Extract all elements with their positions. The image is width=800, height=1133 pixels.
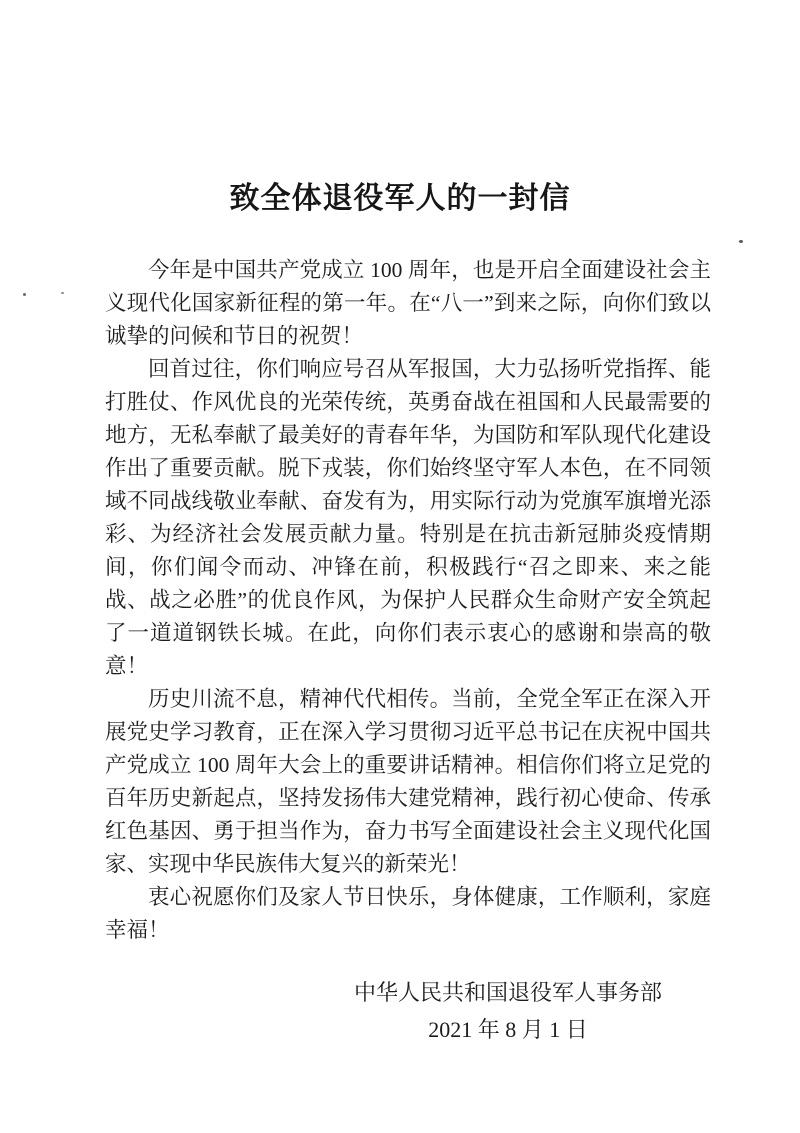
scan-speck (61, 292, 64, 294)
letter-paragraph: 历史川流不息，精神代代相传。当前，全党全军正在深入开展党史学习教育，正在深入学习贯彻习近平总书记在庆祝中国共产党成立 100 周年大会上的重要讲话精神。相信你们将立足党的百年历史新起点，坚持发扬伟大建党精神，践行初心使命、传承红色基因、勇于担当作为，奋力书写全面建设社会主义现代化国家、实现中华民族伟大复兴的新荣光！ (105, 687, 711, 876)
page-title: 致全体退役军人的一封信 (229, 182, 571, 215)
letter-paragraph: 今年是中国共产党成立 100 周年，也是开启全面建设社会主义现代化国家新征程的第一年。在“八一”到来之际，向你们致以诚挚的问候和节日的祝贺！ (105, 258, 711, 348)
signature-date: 2021 年 8 月 1 日 (428, 1017, 588, 1042)
signature-block (354, 974, 662, 1048)
signature-organization: 中华人民共和国退役军人事务部 (353, 980, 662, 1005)
scan-speck (739, 240, 743, 243)
letter-body (105, 254, 711, 947)
letter-paragraph: 回首过往，你们响应号召从军报国，大力弘扬听党指挥、能打胜仗、作风优良的光荣传统，英勇奋战在祖国和人民最需要的地方，无私奉献了最美好的青春年华，为国防和军队现代化建设作出了重要贡献。脱下戎装，你们始终坚守军人本色，在不同领域不同战线敬业奉献、奋发有为，用实际行动为党旗军旗增光添彩、为经济社会发展贡献力量。特别是在抗击新冠肺炎疫情期间，你们闻令而动、冲锋在前，积极践行“召之即来、来之能战、战之必胜”的优良作风，为保护人民群众生命财产安全筑起了一道道钢铁长城。在此，向你们表示衷心的感谢和崇高的敬意！ (105, 357, 711, 678)
letter-paragraph: 衷心祝愿你们及家人节日快乐，身体健康，工作顺利，家庭幸福！ (105, 885, 711, 942)
scan-speck (23, 293, 26, 296)
